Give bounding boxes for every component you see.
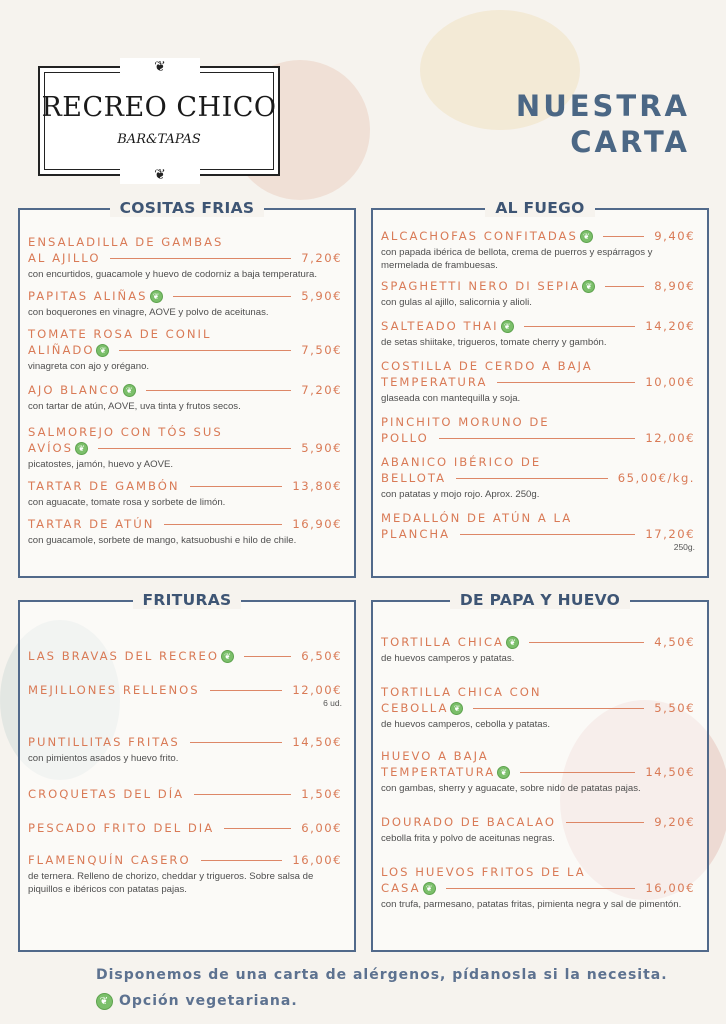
item-description: cebolla frita y polvo de aceitunas negras. [381,833,555,844]
item-row [28,288,342,304]
leaf-icon: ❦ [221,650,234,663]
price-leader-line [194,794,291,795]
section-title: FRITURAS [133,591,242,609]
menu-item [28,234,342,282]
price-leader-line [164,524,282,525]
item-description: con guacamole, sorbete de mango, katsuobushi e hilo de chile. [28,535,297,546]
price-leader-line [520,772,635,773]
menu-item [28,820,342,836]
menu-item [381,510,695,552]
item-price: 12,00€ [645,431,695,445]
price-leader-line [190,742,283,743]
item-name-line1: ABANICO IBÉRICO DE [381,455,542,469]
item-name: POLLO [381,431,429,445]
item-row [28,250,342,266]
menu-item [381,358,695,406]
item-description: con aguacate, tomate rosa y sorbete de limón. [28,497,226,508]
menu-item [381,454,695,502]
item-price: 7,20€ [301,383,342,397]
item-name: BELLOTA [381,471,447,485]
item-row [381,374,695,390]
price-leader-line [529,642,644,643]
footer [96,962,668,1014]
item-row [381,814,695,830]
menu-item [381,634,695,666]
item-description: con boquerones en vinagre, AOVE y polvo de aceitunas. [28,307,269,318]
vegetarian-legend: Opción vegetariana. [119,993,298,1009]
page-title [516,88,690,160]
item-row [28,478,342,494]
item-price: 6,50€ [301,649,342,663]
item-row [28,342,342,358]
item-price: 1,50€ [301,787,342,801]
item-price: 14,20€ [645,319,695,333]
item-name: AL AJILLO [28,251,101,265]
price-leader-line [210,690,283,691]
item-description: picatostes, jamón, huevo y AOVE. [28,459,174,470]
item-price: 16,00€ [645,881,695,895]
leaf-icon: ❦ [501,320,514,333]
logo-flourish-top: ❦ [120,58,200,76]
item-name-line1: HUEVO A BAJA [381,749,489,763]
item-price: 5,90€ [301,289,342,303]
item-row [28,820,342,836]
item-row [381,764,695,780]
item-description: con trufa, parmesano, patatas fritas, pimienta negra y sal de pimentón. [381,899,682,910]
menu-item [28,382,342,414]
leaf-icon: ❦ [96,993,113,1010]
item-price: 6,00€ [301,821,342,835]
item-name: TARTAR DE GAMBÓN [28,479,180,493]
item-name: PESCADO FRITO DEL DIA [28,821,215,835]
price-leader-line [173,296,292,297]
item-name: PLANCHA [381,527,451,541]
item-price: 17,20€ [645,527,695,541]
item-row [28,786,342,802]
logo-title: RECREO CHICO [41,92,277,123]
menu-item [28,288,342,320]
price-leader-line [605,286,644,287]
price-leader-line [146,390,292,391]
item-name: TEMPERATURA [381,375,488,389]
item-description: con encurtidos, guacamole y huevo de codorniz a baja temperatura. [28,269,318,280]
item-price: 5,90€ [301,441,342,455]
item-row [381,526,695,542]
menu-item [28,326,342,374]
menu-item [28,786,342,802]
menu-item [381,228,695,272]
item-description: de huevos camperos, cebolla y patatas. [381,719,551,730]
item-description: con pimientos asados y huevo frito. [28,753,179,764]
menu-item [28,516,342,548]
item-description: de huevos camperos y patatas. [381,653,515,664]
leaf-icon: ❦ [580,230,593,243]
item-name: CROQUETAS DEL DÍA [28,787,185,801]
item-name-line1: SALMOREJO CON TÓS SUS [28,425,223,439]
menu-item [381,278,695,310]
item-price: 14,50€ [645,765,695,779]
item-name-line1: TOMATE ROSA DE CONIL [28,327,212,341]
item-name: LAS BRAVAS DEL RECREO [28,649,219,663]
item-row [381,278,695,294]
menu-item [381,318,695,350]
item-price: 5,50€ [654,701,695,715]
allergen-notice: Disponemos de una carta de alérgenos, pídanosla si la necesita. [96,967,668,983]
item-note: 250g. [673,542,695,552]
item-row [28,648,342,664]
item-name: PAPITAS ALIÑAS [28,289,148,303]
menu-item [381,684,695,732]
item-name-line1: ENSALADILLA DE GAMBAS [28,235,224,249]
item-name: FLAMENQUÍN CASERO [28,853,191,867]
item-price: 4,50€ [654,635,695,649]
item-name: TARTAR DE ATÚN [28,517,155,531]
item-price: 7,50€ [301,343,342,357]
item-description: con patatas y mojo rojo. Aprox. 250g. [381,489,540,500]
item-row [381,228,695,244]
item-description: con papada ibérica de bellota, crema de puerros y espárragos y mermelada de frambuesas. [381,247,653,271]
item-price: 16,90€ [292,517,342,531]
price-leader-line [497,382,635,383]
page-title-line2: CARTA [570,125,690,159]
item-row [28,382,342,398]
item-description: vinagreta con ajo y orégano. [28,361,150,372]
item-name: AVÍOS [28,441,74,455]
item-row [28,682,342,698]
menu-item [381,414,695,446]
menu-item [381,748,695,796]
menu-item [381,864,695,912]
item-name: TORTILLA CHICA [381,635,504,649]
item-name: ALIÑADO [28,343,95,357]
item-description: con gulas al ajillo, salicornia y alioli. [381,297,532,308]
leaf-icon: ❦ [506,636,519,649]
item-name: CEBOLLA [381,701,449,715]
item-row [28,516,342,532]
price-leader-line [119,350,291,351]
item-name: TEMPERTATURA [381,765,496,779]
leaf-icon: ❦ [96,344,109,357]
item-description: con gambas, sherry y aguacate, sobre nido de patatas pajas. [381,783,641,794]
item-row [381,470,695,486]
item-name-line1: LOS HUEVOS FRITOS DE LA [381,865,586,879]
item-price: 12,00€ [292,683,342,697]
price-leader-line [446,888,636,889]
price-leader-line [244,656,291,657]
menu-item [28,648,342,664]
price-leader-line [524,326,636,327]
section-al-fuego [371,199,709,578]
menu-item [28,852,342,896]
menu-item [28,734,342,766]
price-leader-line [603,236,644,237]
item-name: CASA [381,881,421,895]
price-leader-line [201,860,283,861]
item-name: AJO BLANCO [28,383,121,397]
item-description: con tartar de atún, AOVE, uva tinta y frutos secos. [28,401,241,412]
item-row [28,440,342,456]
item-price: 10,00€ [645,375,695,389]
item-name: MEJILLONES RELLENOS [28,683,200,697]
item-price: 9,40€ [654,229,695,243]
item-row [381,880,695,896]
item-description: glaseada con mantequilla y soja. [381,393,521,404]
price-leader-line [98,448,291,449]
price-leader-line [190,486,283,487]
logo-subtitle: BAR&TAPAS [117,132,201,147]
item-description: de setas shiitake, trigueros, tomate cherry y gambón. [381,337,607,348]
price-leader-line [224,828,291,829]
page-title-line1: NUESTRA [515,89,690,123]
price-leader-line [460,534,635,535]
item-row [381,430,695,446]
section-title: DE PAPA Y HUEVO [450,591,630,609]
item-price: 13,80€ [292,479,342,493]
leaf-icon: ❦ [423,882,436,895]
item-name-line1: MEDALLÓN DE ATÚN A LA [381,511,573,525]
item-price: 7,20€ [301,251,342,265]
item-row [28,852,342,868]
leaf-icon: ❦ [75,442,88,455]
item-description: de ternera. Relleno de chorizo, cheddar y trigueros. Sobre salsa de piquillos e ibéricos con patatas pajas. [28,871,314,895]
item-price: 8,90€ [654,279,695,293]
section-cositas-frias [18,199,356,578]
item-name: PUNTILLITAS FRITAS [28,735,180,749]
item-name: DOURADO DE BACALAO [381,815,557,829]
leaf-icon: ❦ [497,766,510,779]
item-name-line1: COSTILLA DE CERDO A BAJA [381,359,593,373]
leaf-icon: ❦ [123,384,136,397]
item-price: 9,20€ [654,815,695,829]
price-leader-line [456,478,608,479]
item-name: SPAGHETTI NERO DI SEPIA [381,279,581,293]
section-frituras [18,591,356,952]
price-leader-line [473,708,644,709]
item-row [381,700,695,716]
section-de-papa-y-huevo [371,591,709,952]
menu-item [381,814,695,846]
item-name: ALCACHOFAS CONFITADAS [381,229,578,243]
item-row [381,318,695,334]
item-row [381,634,695,650]
price-leader-line [439,438,636,439]
section-title: AL FUEGO [485,199,594,217]
item-price: 65,00€/kg. [617,471,695,485]
menu-item [28,478,342,510]
item-note: 6 ud. [323,698,342,708]
price-leader-line [110,258,291,259]
menu-item [28,424,342,472]
item-name-line1: PINCHITO MORUNO DE [381,415,550,429]
logo-flourish-bottom: ❦ [120,166,200,184]
item-name-line1: TORTILLA CHICA CON [381,685,542,699]
leaf-icon: ❦ [450,702,463,715]
section-title: COSITAS FRIAS [110,199,265,217]
item-price: 14,50€ [292,735,342,749]
restaurant-logo [38,59,280,183]
item-name: SALTEADO THAI [381,319,499,333]
price-leader-line [566,822,644,823]
menu-item [28,682,342,708]
leaf-icon: ❦ [582,280,595,293]
item-row [28,734,342,750]
item-price: 16,00€ [292,853,342,867]
leaf-icon: ❦ [150,290,163,303]
